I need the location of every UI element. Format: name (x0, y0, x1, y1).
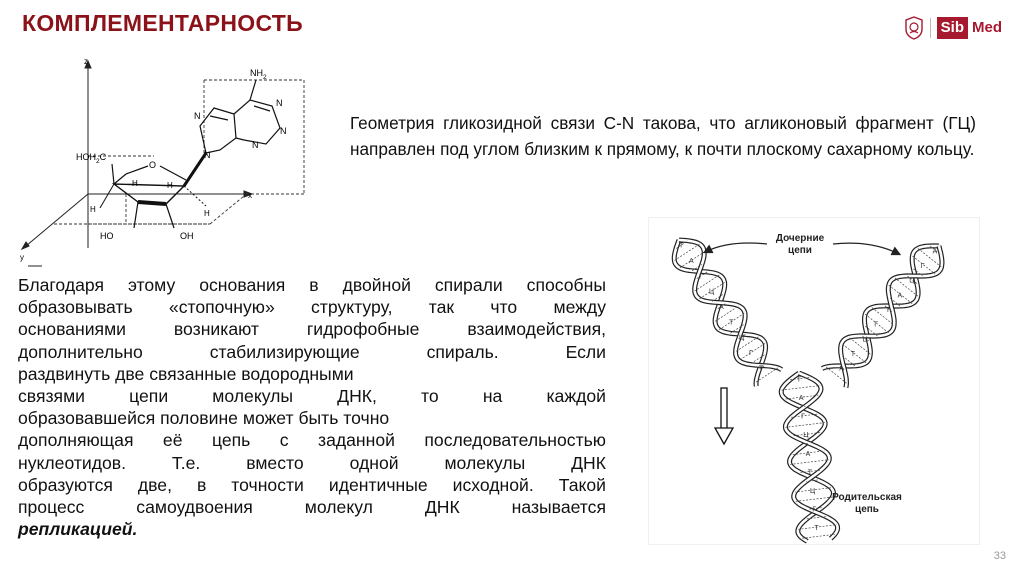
base-letter: Ц (709, 288, 715, 296)
base-letter: Ц (862, 336, 868, 344)
base-letter: Ц (909, 277, 915, 285)
base-letter: А (719, 303, 724, 311)
replication-term: репликацией. (18, 519, 138, 540)
logo-sib: Sib (937, 17, 968, 39)
para-line: связями цепи молекулы ДНК, то на каждой (18, 386, 606, 407)
atom-h1: H (132, 179, 138, 188)
para-line (18, 518, 606, 540)
para-line: дополняющая её цепь с заданной последовательностью (18, 430, 606, 451)
para-line: дополнительно стабилизирующие спираль. Если (18, 341, 606, 362)
para-line: основаниями возникают гидрофобные взаимодействия, (18, 319, 606, 340)
parent-label-1: Родительская (832, 492, 902, 503)
atom-n3: N (280, 126, 287, 136)
base-pair-rung (785, 423, 825, 428)
page-number: 33 (993, 550, 1006, 562)
y-axis-label: y (20, 253, 24, 262)
base-letter: Ц (739, 334, 745, 342)
base-letter: Г (801, 413, 805, 421)
base-letter: Г (749, 349, 753, 357)
atom-o: O (149, 160, 157, 170)
base-letter: Т (850, 351, 856, 359)
amine-label: $NH_2$ (250, 68, 267, 81)
daughter-label-2: цепи (788, 245, 812, 256)
para-line: Благодаря этому основания в двойной спирали способны (18, 275, 606, 295)
base-letter: Т (885, 307, 891, 315)
right-arrow-icon (833, 243, 899, 254)
base-pair-rung (790, 460, 829, 465)
para-line: образовывать «стопочную» структуру, так что между (18, 297, 606, 318)
logo-med: Med (972, 19, 1002, 36)
base-letter: А (932, 248, 938, 256)
para-line: образовавшейся половине может быть точно (18, 408, 390, 429)
base-letter: Т (814, 525, 819, 532)
atom-n5: N (204, 150, 211, 160)
base-letter: Г (920, 263, 925, 271)
nucleoside-structure-diagram (14, 56, 310, 274)
atom-n4: N (252, 140, 259, 150)
atom-h4: H (204, 209, 210, 218)
base-letter: Г (699, 273, 703, 281)
base-letter: Т (679, 242, 684, 250)
base-letter: А (689, 257, 694, 265)
adenine-ring (200, 80, 280, 153)
base-letter: А (805, 450, 811, 458)
sibmed-logo (904, 16, 1002, 40)
logo-divider (930, 18, 931, 38)
hydroxyl-2-label: OH (180, 231, 194, 241)
base-letter: Г (874, 321, 878, 329)
para-line: образуются две, в точности идентичные исходной. Такой (18, 474, 606, 495)
university-crest-icon (904, 16, 924, 40)
hydroxymethyl-label: $HOH_2C$ (76, 152, 107, 165)
base-letter: А (897, 292, 903, 300)
base-letter: Т (729, 319, 734, 327)
parent-label-2: цепь (855, 504, 879, 515)
atom-n1: N (194, 111, 201, 121)
atom-h3: H (90, 205, 96, 214)
dna-replication-diagram (649, 218, 979, 544)
base-letter: Т (796, 376, 801, 384)
glycosidic-bond-paragraph: Геометрия гликозидной связи C-N такова, что агликоновый фрагмент (ГЦ) направлен под углом близким к прямому, к почти плоскому сахарному кольцу. (350, 113, 976, 159)
replication-paragraph (18, 274, 606, 540)
left-arrow-icon (705, 243, 767, 252)
atom-n2: N (276, 98, 283, 108)
daughter-label-1: Дочерние (775, 233, 825, 244)
atom-h2: H (167, 181, 173, 190)
z-axis-label: z (84, 57, 88, 66)
base-letter: Т (807, 469, 813, 477)
para-line: процесс самоудвоения молекул ДНК называется (18, 497, 606, 518)
hydroxyl-3-label: HO (100, 231, 114, 241)
base-letter: Ц (803, 432, 809, 440)
x-axis-label: x (248, 191, 252, 200)
slide-title: КОМПЛЕМЕНТАРНОСТЬ (22, 10, 303, 36)
base-letter: А (798, 395, 804, 403)
down-arrow-icon (715, 388, 733, 444)
y-axis (26, 194, 88, 246)
base-pair-rung (781, 386, 820, 391)
base-letter: Ц (810, 487, 816, 495)
base-letter: Т (759, 365, 764, 373)
base-letter: А (839, 365, 844, 373)
base-letter: Г (812, 506, 816, 514)
para-line: раздвинуть две связанные водородными (18, 363, 354, 384)
para-line: нуклеотидов. Т.е. вместо одной молекулы ДНК (18, 452, 606, 473)
